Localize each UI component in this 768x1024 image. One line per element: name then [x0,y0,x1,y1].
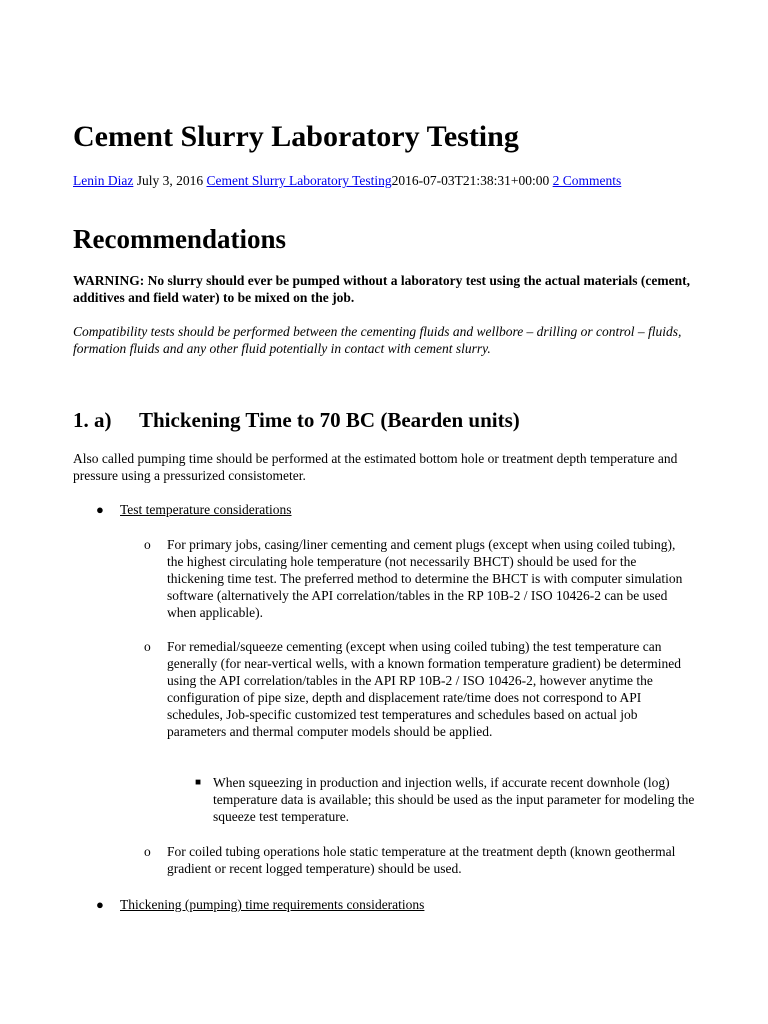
sub-marker: o [144,537,151,552]
bullet-text: Test temperature considerations [120,502,292,517]
subsub-marker: ■ [195,777,202,788]
sub-marker: o [144,844,151,859]
subsub-text: When squeezing in production and injection wells, if accurate recent downhole (log) temperature data is available; this should be used as the input parameter for modeling the squeeze test temperature. [213,775,695,824]
section-intro: Also called pumping time should be performed at the estimated bottom hole or treatment depth temperature and pressure using a pressurized consistometer. [73,451,678,483]
section-title: Thickening Time to 70 BC (Bearden units) [139,408,520,432]
sub-text: For coiled tubing operations hole static temperature at the treatment depth (known geothermal gradient or recent logged temperature) should be used. [167,844,676,876]
section-heading [73,404,693,436]
bullet-marker: ● [96,897,104,912]
sub-marker: o [144,639,151,654]
sub-text: For remedial/squeeze cementing (except when using coiled tubing) the test temperature can generally (for near-vertical wells, with a known formation temperature gradient) be determined using the API correlation/tables in the API RP 10B-2 / ISO 10426-2, however anytime the configuration of pipe size, depth and displacement rate/time does not correspond to API schedules, Job-specific customized test temperatures and schedules based on actual job parameters and thermal computer models should be applied. [167,639,682,739]
post-meta [73,172,673,189]
section-number: 1. a) [73,408,112,432]
bullet-marker: ● [96,502,104,517]
post-timestamp: 2016-07-03T21:38:31+00:00 [391,173,550,188]
bullet-text: Thickening (pumping) time requirements considerations [120,897,425,912]
compatibility-paragraph: Compatibility tests should be performed between the cementing fluids and wellbore – drilling or control – fluids, formation fluids and any other fluid potentially in contact with cement slurry. [73,324,682,356]
comments-link[interactable]: 2 Comments [552,173,622,188]
recommendations-heading: Recommendations [73,224,286,254]
author-link[interactable]: Lenin Diaz [73,173,134,188]
post-date: July 3, 2016 [136,173,204,188]
warning-paragraph: WARNING: No slurry should ever be pumped without a laboratory test using the actual materials (cement, additives and field water) to be mixed on the job. [73,273,690,305]
page-title: Cement Slurry Laboratory Testing [73,120,519,153]
category-link[interactable]: Cement Slurry Laboratory Testing [206,173,392,188]
sub-text: For primary jobs, casing/liner cementing and cement plugs (except when using coiled tubing), the highest circulating hole temperature (not necessarily BHCT) should be used for the thickening time test. The preferred method to determine the BHCT is with computer simulation software (alternatively the API correlation/tables in the RP 10B-2 / ISO 10426-2 can be used when applicable). [167,537,683,620]
